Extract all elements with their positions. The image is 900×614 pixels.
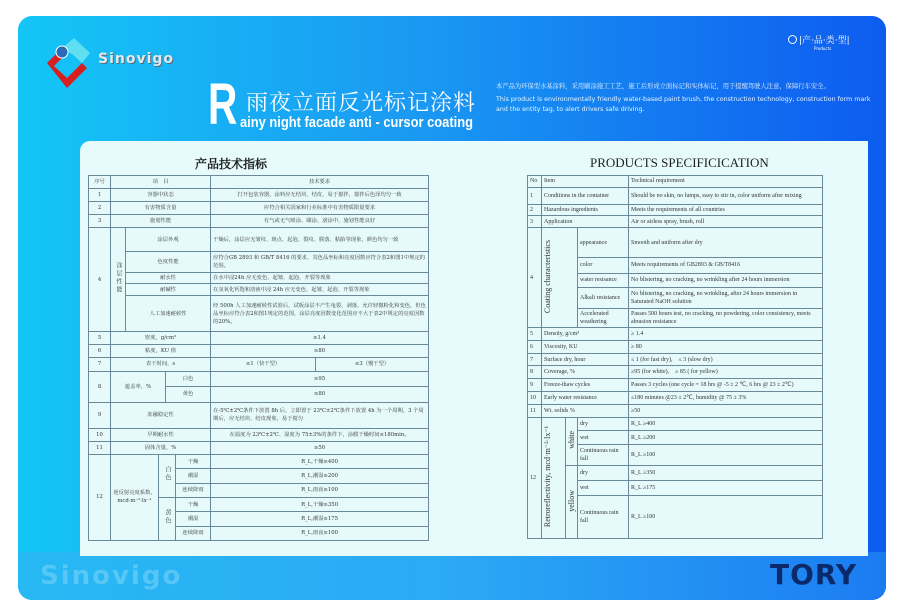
table-cell: R_L,干燥≥400 [211,454,429,468]
table-cell: Air or airless spray, brush, roll [629,216,823,228]
table-cell: R_L ≥400 [629,417,823,431]
table-cell: 5 [89,332,111,345]
table-cell: ≥ 1.4 [629,328,823,341]
color-label: 白色 [164,466,171,483]
table-cell: 逆反射亮度系数，mcd·m⁻²·lx⁻¹ [111,454,159,540]
table-cell: ≤180 minutes @23 ± 2℃, humidity @ 75 ± 3% [629,391,823,404]
color-label: yellow [567,489,576,512]
table-row [89,358,429,371]
table-row [528,340,823,353]
table-cell: 施划性能 [111,215,211,228]
table-row [89,402,429,428]
table-cell: 人工加速耐候性 [126,296,211,332]
table-cell: 12 [528,417,542,538]
table-row [89,284,429,296]
table-cell: Application [542,216,629,228]
table-cell: 有害物质含量 [111,202,211,215]
table-row [89,428,429,441]
table-row [89,215,429,228]
table-cell: 色度性能 [126,252,211,272]
table-cell: 应符合GB 2893 和 GB/T 8416 的要求，其色品坐标和亮度因数应符合表2和图1中规定的范围。 [211,252,429,272]
table-row [528,216,823,228]
table-cell [159,454,176,497]
table-cell: wet [578,431,629,445]
table-cell: No blistering, no cracking, no wrinkling after 24 hours immersion [629,273,823,287]
table-cell: 耐碱性 [126,284,211,296]
table-cell: 白色 [166,371,211,387]
table-cell: 干燥 [176,497,211,511]
table-cell: ≥80 [211,345,429,358]
table-cell: 在-5℃±2℃条件下放置 8h 后，立即置于 23℃±2℃条件下放置 4h 为一个周期，3 个周期后，应无结块、结皮现象，易于搅匀 [211,402,429,428]
table-cell: ≤ 1 (for fast dry), ≤ 3 (slow dry) [629,353,823,366]
table-cell [542,417,566,538]
table-cell: water resisance [578,273,629,287]
table-cell: 容器中状态 [111,189,211,202]
color-label: 黄色 [164,509,171,526]
table-cell: 固体含量，% [111,441,211,454]
table-cell: Surface dry, hour [542,353,629,366]
table-cell: R_L ≥100 [629,445,823,466]
table-row [528,379,823,392]
table-cell: 在水中浸24h 应无变色、起皱、起泡、开裂等现象 [211,272,429,284]
table-cell [566,466,578,539]
table-cell: R_L,干燥≥350 [211,497,429,511]
table-row [528,228,823,258]
table-cell: 12 [89,454,111,540]
table-cell: color [578,257,629,273]
header-row [528,176,823,188]
table-cell: R_L,雨夜≥100 [211,526,429,540]
table-cell: 3 [528,216,542,228]
table-cell: ≥95 (for white), ≥ 85 ( for yellow) [629,366,823,379]
table-row [89,189,429,202]
table-cell: 10 [528,391,542,404]
table-cell: Hazardous ingredients [542,204,629,216]
table-row [528,366,823,379]
table-cell: 2 [89,202,111,215]
right-table-heading: PRODUCTS SPECIFICICATION [590,155,769,170]
table-cell: 6 [89,345,111,358]
product-category: |产·品·类·型| [788,33,850,46]
table-cell: 8 [89,371,111,402]
vertical-label: 涂层性能 [115,262,122,295]
title-chinese: 雨夜立面反光标记涂料 [246,91,477,116]
table-cell: 应符合相关国家和行业标准中有害物质限量要求 [211,202,429,215]
table-cell: 在氢氧化钙饱和溶液中浸 24h 应无变色、起皱、起泡、开裂等现象 [211,284,429,296]
table-cell: ≥50 [211,441,429,454]
table-cell: 遮盖率，% [111,371,166,402]
table-cell: ≤1（快干型） [211,358,316,371]
table-row [528,391,823,404]
table-row [528,204,823,216]
table-cell: 2 [528,204,542,216]
table-row [89,228,429,252]
table-cell: Meets requirements of GB2893 & GB/T8416 [629,257,823,273]
table-cell: ≥80 [211,387,429,403]
table-cell: 1 [89,189,111,202]
table-cell: 密度，g/cm³ [111,332,211,345]
footer-brand-right: TORY [770,558,858,591]
table-cell: Accelerated weathering [578,309,629,328]
table-cell: 11 [528,404,542,417]
table-cell: Freeze-thaw cycles [542,379,629,392]
table-cell: 干燥后，涂层应无皱纹、斑点、起泡、裂纹、脱落、粘胎等现象，颜色均匀一致 [211,228,429,252]
table-cell: dry [578,466,629,481]
table-cell: No [528,176,542,188]
table-row [89,296,429,332]
color-label: white [567,431,576,449]
table-row [89,202,429,215]
table-cell: 表干时间，s [111,358,211,371]
table-cell: 干燥 [176,454,211,468]
table-cell [111,228,126,332]
table-row [89,371,429,387]
table-cell: Conditions in the container [542,187,629,204]
table-cell: Passes 3 cycles (one cycle = 18 hrs @ -5 ± 2 ℃, 6 hrs @ 23 ± 2℃) [629,379,823,392]
table-cell: R_L ≥200 [629,431,823,445]
table-cell: 耐水性 [126,272,211,284]
table-cell: 8 [528,366,542,379]
description-cn: 本产品为环保型水基涂料，采用刷涂施工工艺，施工后形成立面标记和实体标记，用于提醒驾驶人注意，保障行车安全。 [496,83,830,90]
table-cell: ≥50 [629,404,823,417]
table-cell: R_L,潮湿≥175 [211,512,429,526]
table-row [89,441,429,454]
table-cell: 经 500h 人工加速耐候性试验后，试板涂层不产生龟裂、剥落，允许轻微粉化和变色，但色品坐标应符合表2和图1规定的范围，涂层亮度因数变化范围应不大于表2中规定的亮度因数的20%。 [211,296,429,332]
table-row [528,417,823,431]
table-cell: 潮湿 [176,469,211,483]
table-cell: 6 [528,340,542,353]
table-cell: Continuous rain fall [578,445,629,466]
table-cell: Coverage, % [542,366,629,379]
table-cell [159,497,176,540]
table-cell: 有气或无气喷涂、刷涂、滚涂中，施划性能良好 [211,215,429,228]
table-cell: dry [578,417,629,431]
table-cell: 4 [528,228,542,328]
table-cell: ≥95 [211,371,429,387]
table-cell: 1 [528,187,542,204]
table-cell: 9 [89,402,111,428]
table-row [528,187,823,204]
table-cell: R_L ≥100 [629,496,823,539]
table-cell: 7 [89,358,111,371]
table-cell: 冻融稳定性 [111,402,211,428]
brand-name: Sinovigo [98,51,175,67]
table-cell: Should be no skin, no lumps, easy to stir in, color uniform after mixing [629,187,823,204]
table-cell: 4 [89,228,111,332]
table-cell: Meets the requirements of all countries [629,204,823,216]
table-cell: R_L,潮湿≥200 [211,469,429,483]
table-cell: ≥ 80 [629,340,823,353]
table-row [89,332,429,345]
table-cell: 3 [89,215,111,228]
title-english: ainy night facade anti - cursor coating [240,114,473,131]
category-label: 产·品·类·型 [802,36,847,46]
table-cell: 序号 [89,176,111,189]
table-cell: 涂层外观 [126,228,211,252]
vertical-label: Retroreflectivity, mcd·m⁻²·lx⁻¹ [543,425,552,527]
table-cell: 11 [89,441,111,454]
table-row [89,345,429,358]
table-cell: 项 目 [111,176,211,189]
table-cell: 粘度，KU 值 [111,345,211,358]
table-cell: 连续降雨 [176,483,211,497]
table-cell: 9 [528,379,542,392]
table-cell: R_L ≥175 [629,481,823,496]
table-row [528,466,823,481]
table-cell: Continuous rain fall [578,496,629,539]
table-cell: Item [542,176,629,188]
table-cell: 10 [89,428,111,441]
table-cell: ≤3（慢干型） [316,358,429,371]
spec-table-english [527,175,823,539]
header-row [89,176,429,189]
table-cell: appearance [578,228,629,258]
title-initial: R [208,72,238,137]
table-cell: 打开包装容器，涂料应无结块、结皮，易于搅拌，搅拌后色泽均匀一致 [211,189,429,202]
table-cell: R_L,雨夜≥100 [211,483,429,497]
table-cell: 黄色 [166,387,211,403]
spec-table-chinese [88,175,429,541]
circle-icon [788,35,797,44]
table-cell: 潮湿 [176,512,211,526]
table-cell: 5 [528,328,542,341]
table-cell: Smooth and uniform after dry [629,228,823,258]
table-row [528,353,823,366]
category-sub: Products [814,46,832,51]
description [496,82,876,118]
table-row [528,404,823,417]
table-cell: Viscosity, KU [542,340,629,353]
table-cell: Early water resistance [542,391,629,404]
vertical-label: Coating characteristics [543,239,552,313]
table-row [528,328,823,341]
table-cell: 连续降雨 [176,526,211,540]
table-cell: Technical requirement [629,176,823,188]
left-table-heading: 产品技术指标 [195,157,268,171]
table-cell: R_L ≥350 [629,466,823,481]
table-cell: Density, g/cm³ [542,328,629,341]
table-cell: 早期耐水性 [111,428,211,441]
table-cell: Passes 500 hours test, no cracking, no powdering, color consistency, meets abrasion resistance [629,309,823,328]
table-row [89,272,429,284]
table-cell: 7 [528,353,542,366]
diamond-globe-logo [42,38,92,88]
table-row [89,454,429,468]
table-cell: 技术要求 [211,176,429,189]
description-en: This product is environmentally friendly water-based paint brush, the construction technology, construction form mark and the entity tag, to alert drivers safe driving. [496,96,871,113]
table-cell: 在温度为 23℃±2℃、湿度为 75±3%的条件下，涂膜干燥时间≤180min。 [211,428,429,441]
table-cell: ≥1.4 [211,332,429,345]
table-cell [542,228,578,328]
table-cell: wet [578,481,629,496]
table-cell: Wt. solids % [542,404,629,417]
table-cell [566,417,578,466]
table-cell: No blistering, no cracking, no wrinkling, after 24 hours immersion in Saturated NaOH solution [629,287,823,308]
table-row [89,252,429,272]
footer-brand-left: Sinovigo [40,561,183,591]
table-cell: Alkali resistance [578,287,629,308]
